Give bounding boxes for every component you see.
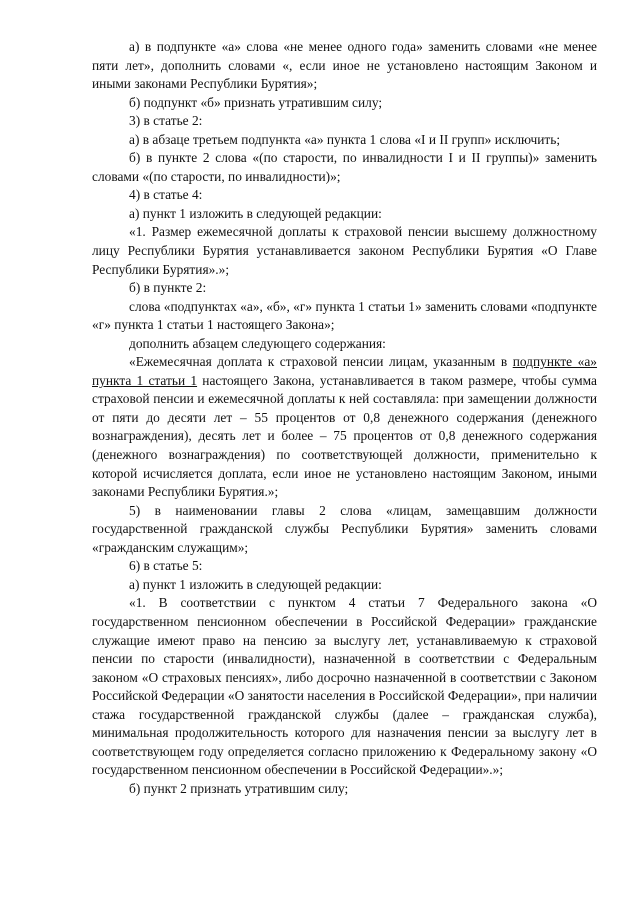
paragraph: «1. Размер ежемесячной доплаты к страховой пенсии высшему должностному лицу Республики Бурятия устанавливается законом Республики Бурятия «О Главе Республики Бурятия».»; — [92, 224, 597, 277]
paragraph: слова «подпунктах «а», «б», «г» пункта 1 статьи 1» заменить словами «подпункте «г» пункта 1 статьи 1 настоящего Закона»; — [92, 298, 597, 333]
paragraph-text: «Ежемесячная доплата к страховой пенсии лицам, указанным в — [129, 354, 513, 370]
paragraph: 6) в статье 5: — [129, 558, 203, 574]
paragraph — [92, 353, 597, 501]
paragraph: 3) в статье 2: — [129, 113, 203, 129]
paragraph: а) пункт 1 изложить в следующей редакции: — [129, 205, 382, 221]
document-body — [92, 38, 597, 798]
paragraph: а) пункт 1 изложить в следующей редакции: — [129, 576, 382, 592]
paragraph: б) в пункте 2: — [129, 280, 207, 296]
paragraph-text: настоящего Закона, устанавливается в таком размере, чтобы сумма страховой пенсии и ежемесячной доплаты к ней составляла: при замещении должности от пяти до десяти лет – 55 процентов от 0,8 денежного содержания (денежного вознаграждения), десять лет и более – 75 процентов от 0,8 денежного содержания (денежного вознаграждения) по соответствующей должности, применительно к которой исчисляется доплата, если иное не установлено настоящим Законом, иными законами Республики Бурятия.»; — [92, 372, 597, 500]
paragraph: 4) в статье 4: — [129, 187, 203, 203]
statute-reference-link[interactable]: подпункте «а» пункта 1 статьи 1 — [92, 354, 598, 388]
paragraph: б) в пункте 2 слова «(по старости, по инвалидности I и II группы)» заменить словами «(по старости, по инвалидности)»; — [92, 150, 597, 184]
paragraph: а) в абзаце третьем подпункта «а» пункта 1 слова «I и II групп» исключить; — [129, 131, 561, 147]
paragraph: а) в подпункте «а» слова «не менее одного года» заменить словами «не менее пяти лет», дополнить словами «, если иное не установлено настоящим Законом и иными законами Республики Бурятия»; — [92, 39, 597, 92]
paragraph: «1. В соответствии с пунктом 4 статьи 7 Федерального закона «О государственном пенсионном обеспечении в Российской Федерации» гражданские служащие имеют право на пенсию за выслугу лет, устанавливаемую к страховой пенсии по старости (инвалидности), назначенной в соответствии с Федеральным законом «О страховых пенсиях», либо досрочно назначенной в соответствии с Законом Российской Федерации «О занятости населения в Российской Федерации», при наличии стажа государственной гражданской службы (далее – гражданская служба), минимальная продолжительность которого для назначения пенсии за выслугу лет в соответствующем году определяется согласно приложению к Федеральному закону «О государственном пенсионном обеспечении в Российской Федерации».»; — [92, 595, 597, 778]
paragraph: 5) в наименовании главы 2 слова «лицам, замещавшим должности государственной гражданской службы Республики Бурятия» заменить словами «гражданским служащим»; — [92, 502, 597, 555]
paragraph: дополнить абзацем следующего содержания: — [129, 335, 386, 351]
paragraph: б) пункт 2 признать утратившим силу; — [129, 780, 349, 796]
paragraph: б) подпункт «б» признать утратившим силу; — [129, 94, 383, 110]
